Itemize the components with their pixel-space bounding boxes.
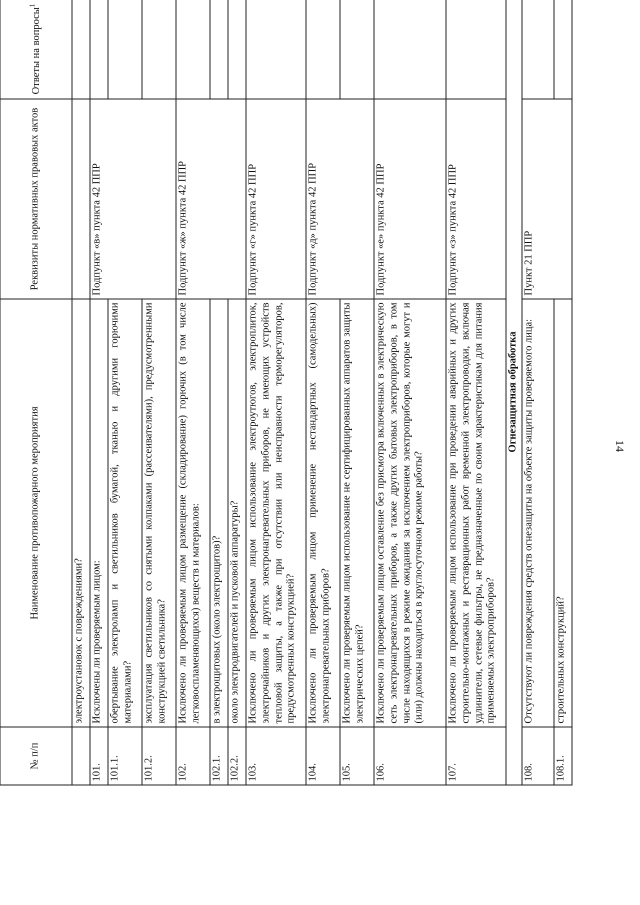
header-answers <box>0 0 72 99</box>
row-num: 103. <box>246 727 306 785</box>
row-name: около электродвигателей и пусковой аппаратуры? <box>228 299 246 727</box>
row-name: Исключено ли проверяемым лицом размещение (складирование) горючих (в том числе легковоспламеняющихся) веществ и материалов: <box>176 299 210 727</box>
header-num: № п/п <box>0 727 72 785</box>
row-num: 102.2. <box>228 727 246 785</box>
row-name: эксплуатация светильников со снятыми колпаками (рассеивателями), предусмотренными конструкцией светильника? <box>142 299 176 727</box>
row-name: Исключено ли проверяемым лицом оставление без присмотра включенных в электрическую сеть электронагревательных приборов, а также других бытовых электроприборов, в том числе находящихся в режиме ожидания за исключением электроприборов, которые могут и (или) должны находиться в круглосуточном режиме работы? <box>374 299 446 727</box>
row-name: обертывание электроламп и светильников бумагой, тканью и другими горючими материалами? <box>108 299 142 727</box>
row-requisites: Пункт 21 ППР <box>522 99 572 299</box>
row-answer-cell[interactable] <box>210 0 228 99</box>
row-name: Исключено ли проверяемым лицом использование электроутюгов, электроплиток, электрочайников и других электронагревательных приборов, не имеющих устройств тепловой защиты, а также при отсутствии или неисправности терморегуляторов, предусмотренных конструкцией? <box>246 299 306 727</box>
table-row <box>446 0 506 785</box>
row-answer-cell[interactable] <box>306 0 340 99</box>
row-requisites: Подпункт «д» пункта 42 ППР <box>306 99 374 299</box>
row-requisites: Подпункт «ж» пункта 42 ППР <box>176 99 246 299</box>
row-name: Исключено ли проверяемым лицом использование не сертифицированных аппаратов защиты электрических цепей? <box>340 299 374 727</box>
row-answer-cell[interactable] <box>90 0 108 99</box>
row-requisites: Подпункт «в» пункта 42 ППР <box>90 99 176 299</box>
row-name: электроустановок с повреждениями? <box>72 299 90 727</box>
row-requisites <box>72 99 90 299</box>
row-answer-cell[interactable] <box>446 0 506 99</box>
row-name: в электрощитовых (около электрощитов)? <box>210 299 228 727</box>
row-num: 101.2. <box>142 727 176 785</box>
row-num: 106. <box>374 727 446 785</box>
table-row <box>374 0 446 785</box>
table-row <box>306 0 340 785</box>
row-name: Исключено ли проверяемым лицом использование при проведении аварийных и других строительно-монтажных и реставрационных работ временной электропроводки, включая удлинители, сетевые фильтры, не предназначенные по своим характеристикам для питания применяемых электроприборов? <box>446 299 506 727</box>
section-row <box>506 0 522 785</box>
row-answer-cell[interactable] <box>374 0 446 99</box>
section-title: Огнезащитная обработка <box>506 0 522 785</box>
row-name: Исключены ли проверяемым лицом: <box>90 299 108 727</box>
table-row <box>176 0 210 785</box>
header-answers-text: Ответы на вопросы <box>30 7 42 95</box>
header-answers-footnote: 1 <box>28 3 37 8</box>
row-num: 108.1. <box>554 727 572 785</box>
table-row <box>90 0 108 785</box>
page-number: 14 <box>613 440 627 452</box>
row-answer-cell[interactable] <box>228 0 246 99</box>
row-num: 104. <box>306 727 340 785</box>
row-answer-cell[interactable] <box>554 0 572 99</box>
row-answer-cell[interactable] <box>176 0 210 99</box>
row-num: 101. <box>90 727 108 785</box>
row-name: Отсутствуют ли повреждения средств огнезащиты на объекте защиты проверяемого лица: <box>522 299 554 727</box>
header-name: Наименование противопожарного мероприятия <box>0 299 72 727</box>
row-requisites: Подпункт «г» пункта 42 ППР <box>246 99 306 299</box>
row-requisites: Подпункт «з» пункта 42 ППР <box>446 99 506 299</box>
row-answer-cell[interactable] <box>522 0 554 99</box>
row-num: 108. <box>522 727 554 785</box>
row-requisites: Подпункт «е» пункта 42 ППР <box>374 99 446 299</box>
row-num: 107. <box>446 727 506 785</box>
row-answer-cell[interactable] <box>72 0 90 99</box>
row-num: 105. <box>340 727 374 785</box>
row-answer-cell[interactable] <box>340 0 374 99</box>
row-num: 102. <box>176 727 210 785</box>
row-name: Исключено ли проверяемым лицом применение нестандартных (самодельных) электронагревательных приборов? <box>306 299 340 727</box>
row-num: 102.1. <box>210 727 228 785</box>
table-header-row <box>0 0 72 785</box>
table-row <box>72 0 90 785</box>
header-requisites: Реквизиты нормативных правовых актов <box>0 99 72 299</box>
table-row <box>246 0 306 785</box>
table-row <box>522 0 554 785</box>
row-answer-cell[interactable] <box>108 0 142 99</box>
row-answer-cell[interactable] <box>142 0 176 99</box>
row-answer-cell[interactable] <box>246 0 306 99</box>
row-num: 101.1. <box>108 727 142 785</box>
row-num <box>72 727 90 785</box>
row-name: строительных конструкций? <box>554 299 572 727</box>
